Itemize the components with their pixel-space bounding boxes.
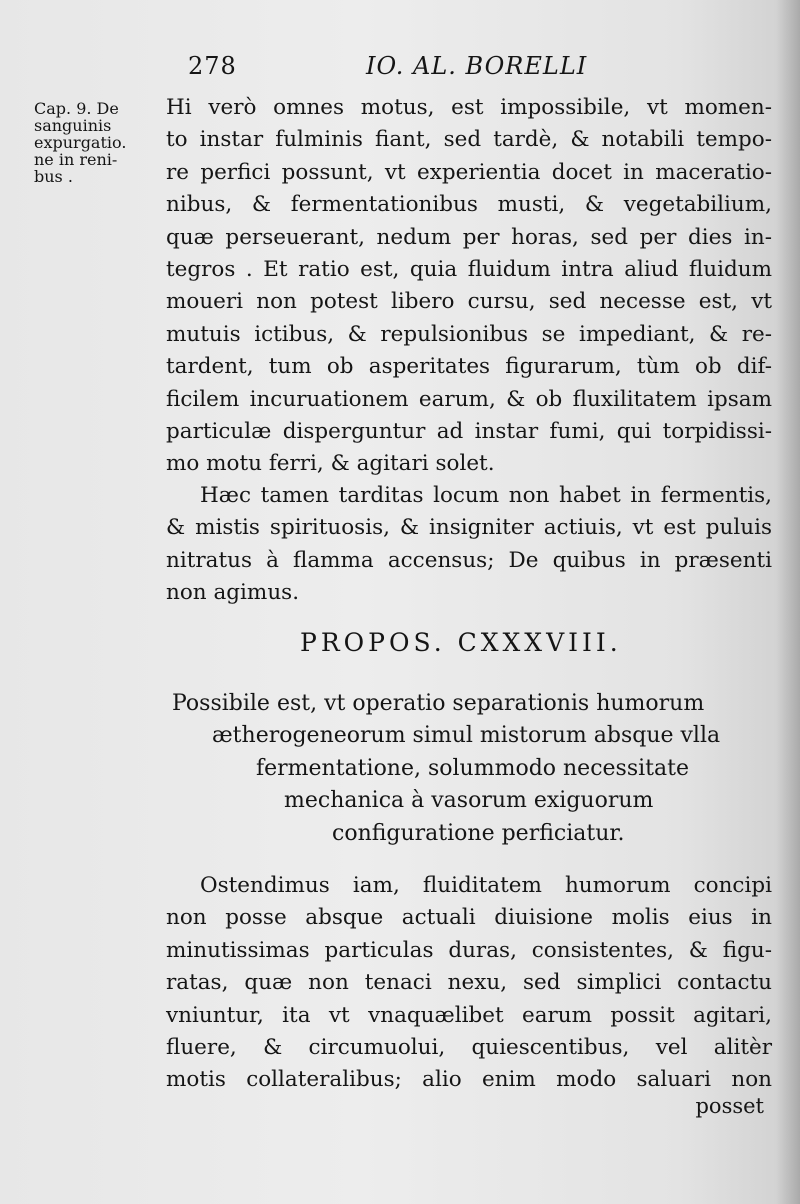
paragraph-2 [166, 480, 772, 610]
margin-note-line: sanguinis [34, 116, 112, 135]
text-line: vniuntur, ita vt vnaquælibet earum possit agitari, [166, 1002, 772, 1028]
proposition-line: mechanica à vasorum exiguorum [284, 788, 654, 814]
text-line: fluere, & circumuolui, quiescentibus, vel alitèr [166, 1035, 772, 1061]
paragraph-1 [166, 92, 772, 481]
margin-note-line: Cap. 9. De [34, 99, 119, 118]
text-line: Hæc tamen tarditas locum non habet in fermentis, [200, 483, 772, 508]
proposition-line: configuratione perficiatur. [332, 820, 625, 846]
text-line: Ostendimus iam, fluiditatem humorum concipi [200, 873, 772, 898]
proposition-heading: PROPOS. CXXXVIII. [300, 628, 622, 657]
text-line: mutuis ictibus, & repulsionibus se impediant, & re- [166, 321, 772, 347]
paragraph-3 [166, 870, 772, 1097]
proposition-line: Possibile est, vt operatio separationis humorum [172, 691, 705, 716]
text-line: nitratus à flamma accensus; De quibus in præsenti [166, 547, 772, 573]
text-line: to instar fulminis fiant, sed tardè, & notabili tempo- [166, 127, 772, 153]
text-line: motis collateralibus; alio enim modo saluari non [166, 1067, 772, 1093]
text-line: nibus, & fermentationibus musti, & vegetabilium, [166, 192, 772, 218]
running-head: IO. AL. BORELLI [366, 52, 588, 80]
text-line: tardent, tum ob asperitates figurarum, tùm ob dif- [166, 354, 772, 380]
page-number: 278 [188, 52, 237, 80]
catchword: posset [695, 1094, 764, 1118]
text-line: & mistis spirituosis, & insigniter actiuis, vt est puluis [166, 515, 772, 541]
text-line: non posse absque actuali diuisione molis eius in [166, 905, 772, 931]
text-line: moueri non potest libero cursu, sed necesse est, vt [166, 289, 772, 315]
margin-note-line: ne in reni- [34, 150, 118, 169]
text-line: tegros . Et ratio est, quia fluidum intra aliud fluidum [166, 257, 772, 283]
proposition-statement [172, 688, 776, 850]
text-line: mo motu ferri, & agitari solet. [166, 451, 495, 477]
margin-note-line: bus . [34, 167, 73, 186]
proposition-line: ætherogeneorum simul mistorum absque vlla [212, 723, 721, 749]
page-header [0, 52, 800, 92]
text-line: quæ perseuerant, nedum per horas, sed per dies in- [166, 224, 772, 250]
text-line: ratas, quæ non tenaci nexu, sed simplici contactu [166, 970, 772, 996]
text-line: minutissimas particulas duras, consistentes, & figu- [166, 937, 772, 963]
text-line: non agimus. [166, 580, 300, 606]
text-line: re perfici possunt, vt experientia docet in maceratio- [166, 159, 772, 185]
proposition-line: fermentatione, solummodo necessitate [256, 755, 689, 781]
margin-note [34, 100, 152, 185]
margin-note-line: expurgatio. [34, 133, 127, 152]
text-line: Hi verò omnes motus, est impossibile, vt momen- [166, 95, 772, 120]
text-line: particulæ disperguntur ad instar fumi, qui torpidissi- [166, 419, 772, 445]
text-line: ficilem incuruationem earum, & ob fluxilitatem ipsam [166, 386, 772, 412]
